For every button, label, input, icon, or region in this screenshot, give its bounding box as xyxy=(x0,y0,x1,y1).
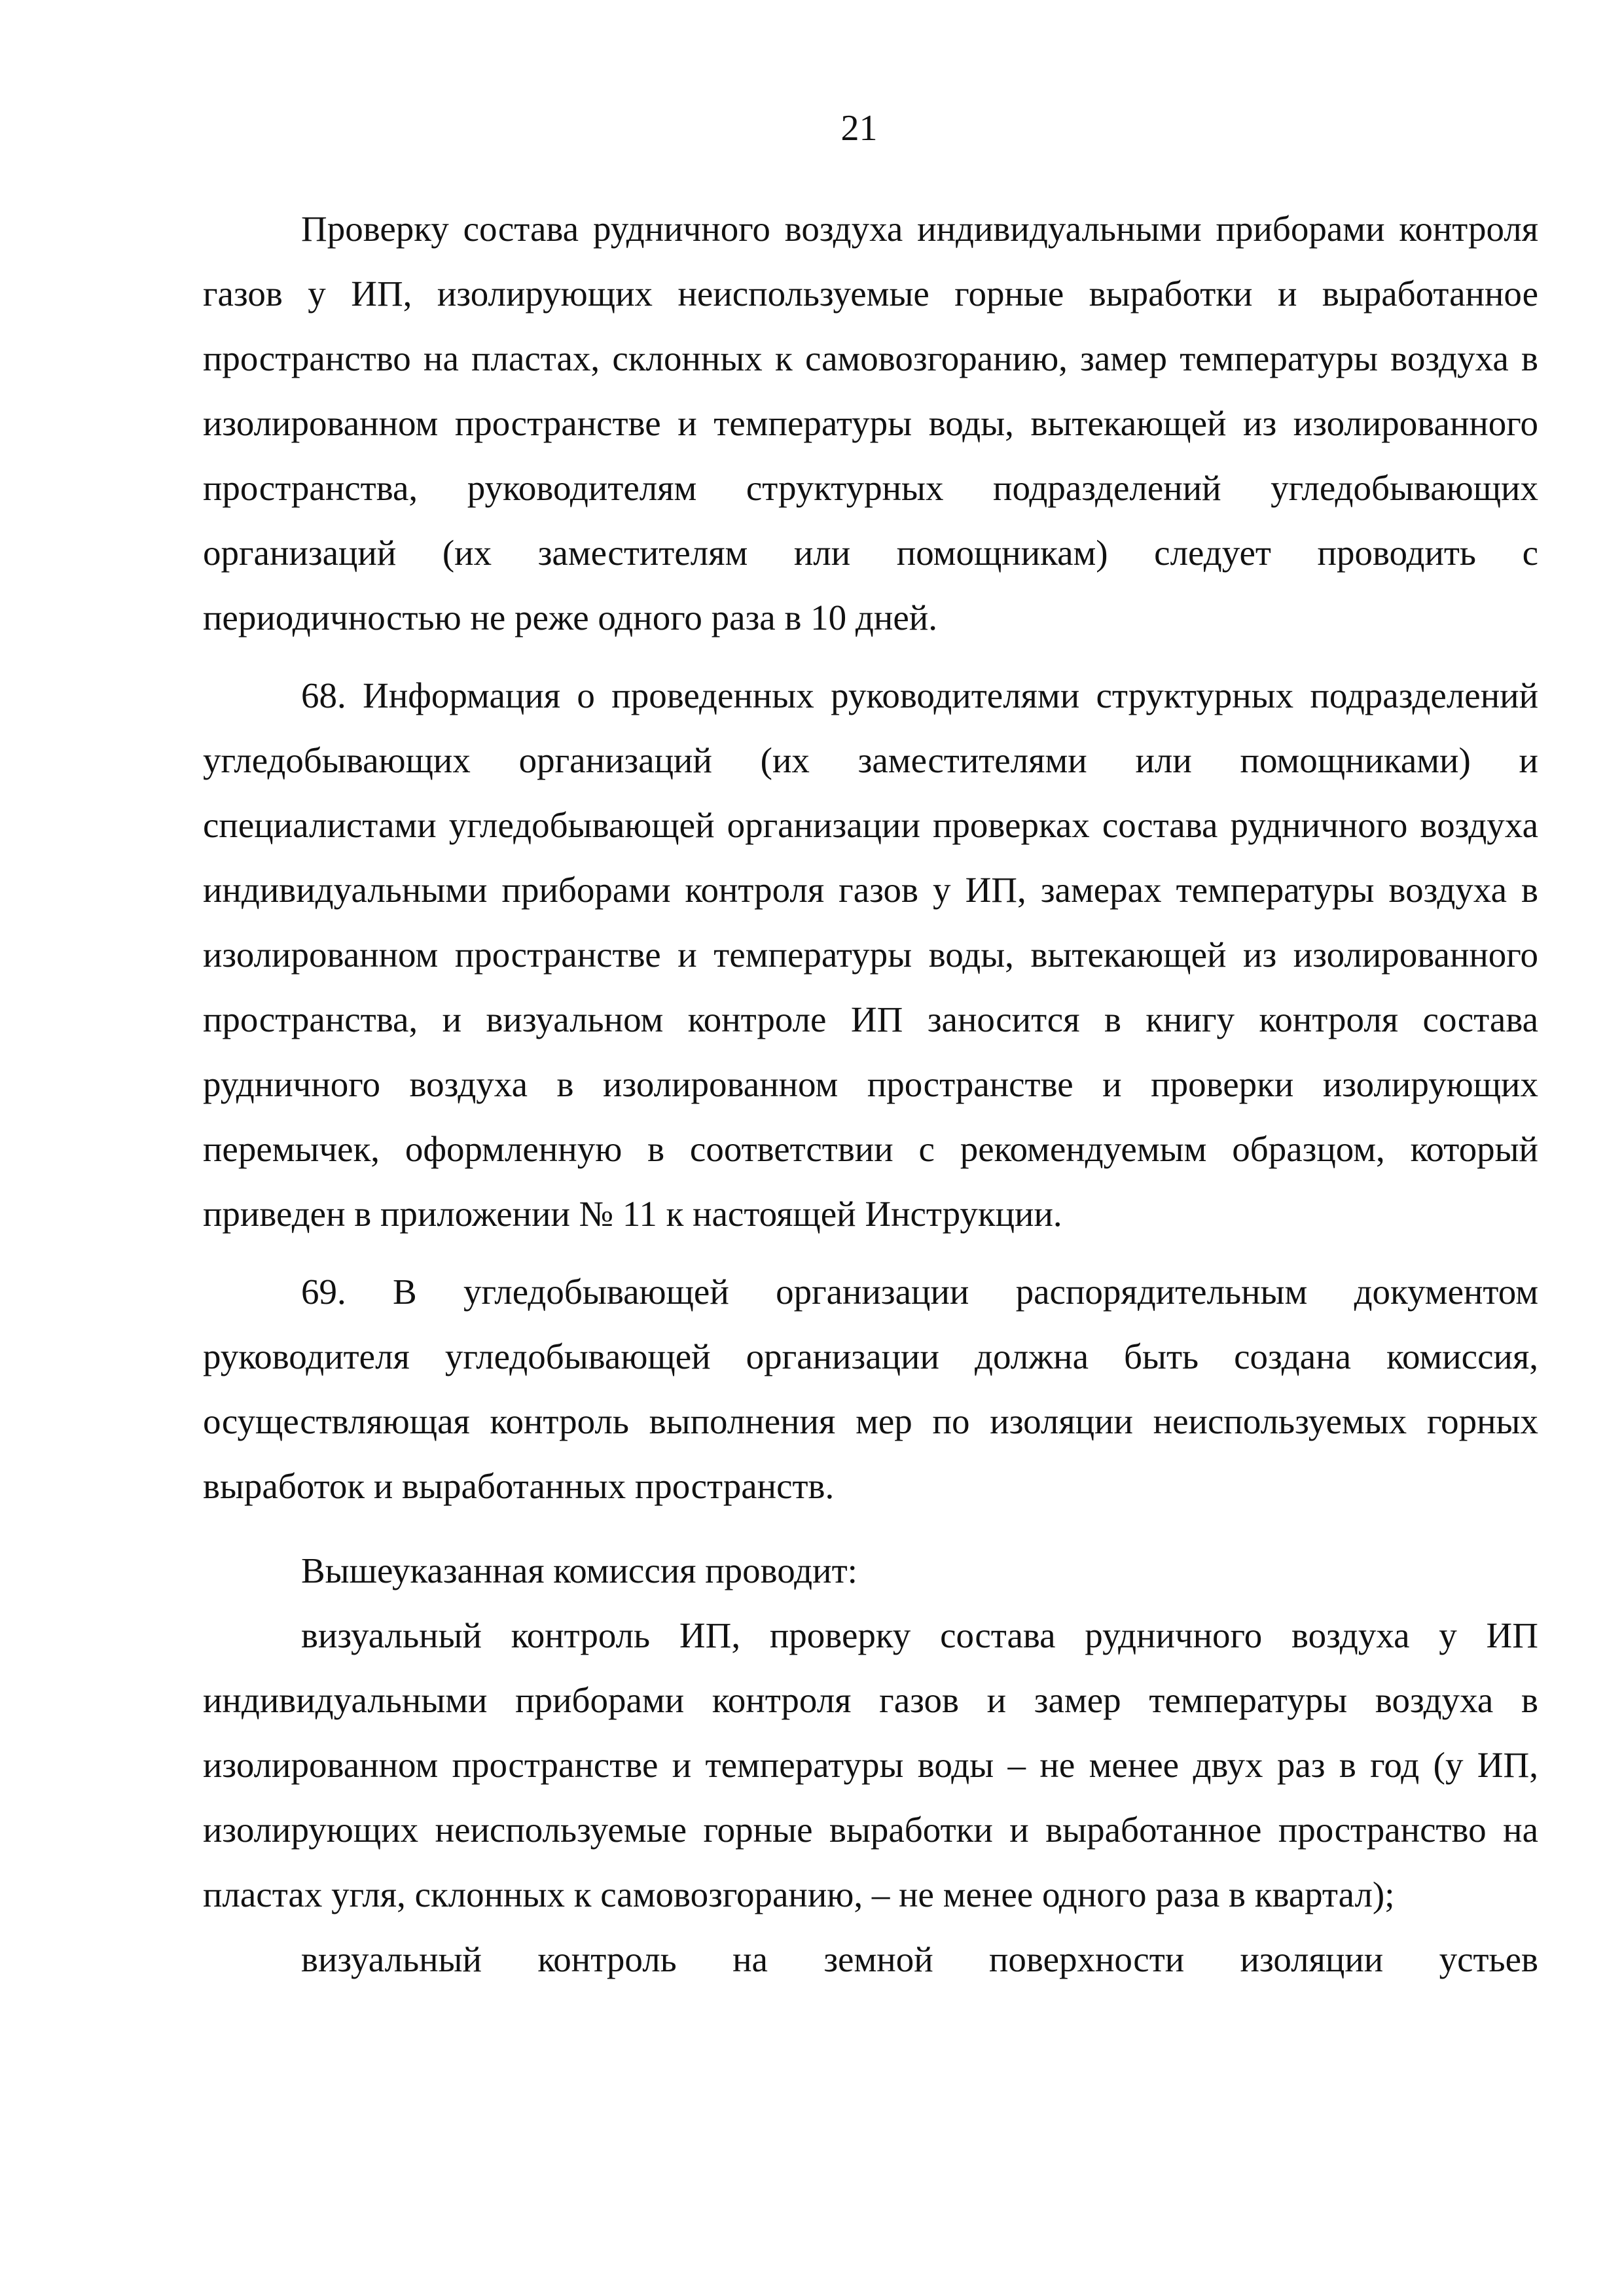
paragraph-commission-intro: Вышеуказанная комиссия проводит: xyxy=(301,1551,857,1590)
paragraph-68: 68. Информация о проведенных руководителями структурных подразделений угледобывающих организаций (их заместителями или помощниками) и специалистами угледобывающей организации проверках состава рудничного воздуха индивидуальными приборами контроля газов у ИП, замерах температуры воздуха в изолированном пространстве и температуры воды, вытекающей из изолированного пространства, и визуальном контроле ИП заносится в книгу контроля состава рудничного воздуха в изолированном пространстве и проверки изолирующих перемычек, оформленную в соответствии с рекомендуемым образцом, который приведен в приложении № 11 к настоящей Инструкции. xyxy=(203,675,1538,1234)
paragraph-69: 69. В угледобывающей организации распорядительным документом руководителя угледобывающей организации должна быть создана комиссия, осуществляющая контроль выполнения мер по изоляции неиспользуемых горных выработок и выработанных пространств. xyxy=(203,1272,1538,1506)
paragraph-visual-control-ip: визуальный контроль ИП, проверку состава рудничного воздуха у ИП индивидуальными приборами контроля газов и замер температуры воздуха в изолированном пространстве и температуры воды – не менее двух раз в год (у ИП, изолирующих неиспользуемые горные выработки и выработанное пространство на пластах угля, склонных к самовозгоранию, – не менее одного раза в квартал); xyxy=(203,1615,1538,1914)
paragraph-visual-control-surface: визуальный контроль на земной поверхности изоляции устьев xyxy=(301,1939,1538,1979)
document-body xyxy=(203,196,1538,1992)
paragraph-air-check-frequency: Проверку состава рудничного воздуха индивидуальными приборами контроля газов у ИП, изолирующих неиспользуемые горные выработки и выработанное пространство на пластах, склонных к самовозгоранию, замер температуры воздуха в изолированном пространстве и температуры воды, вытекающей из изолированного пространства, руководителям структурных подразделений угледобывающих организаций (их заместителям или помощникам) следует проводить с периодичностью не реже одного раза в 10 дней. xyxy=(203,209,1538,637)
page-number: 21 xyxy=(840,108,878,149)
